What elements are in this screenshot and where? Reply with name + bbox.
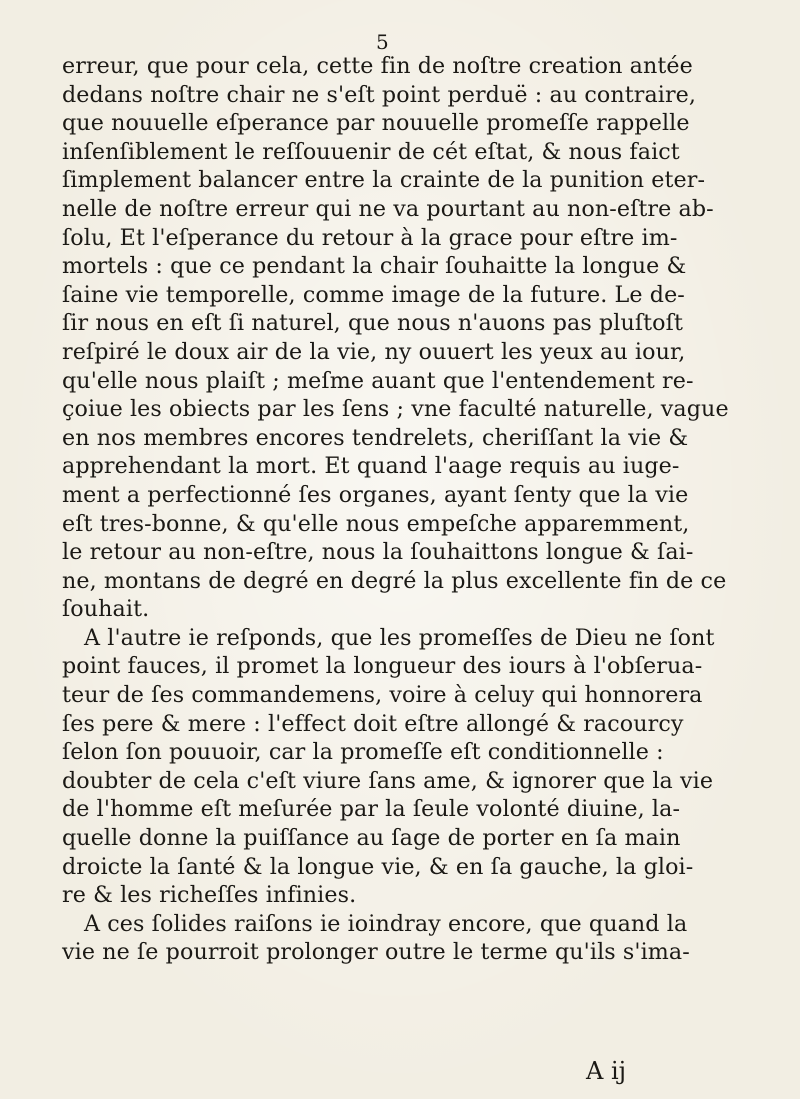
text-line: inſenſiblement le reſſouuenir de cét eſtat, & nous faict bbox=[62, 138, 680, 165]
text-line: de l'homme eſt meſurée par la ſeule volonté diuine, la- bbox=[62, 796, 681, 823]
text-line: quelle donne la puiſſance au ſage de porter en ſa main bbox=[62, 825, 681, 852]
text-line: nelle de noſtre erreur qui ne va pourtant au non-eſtre ab- bbox=[62, 195, 714, 222]
page-number: 5 bbox=[376, 30, 389, 54]
text-line: que nouuelle eſperance par nouuelle promeſſe rappelle bbox=[62, 110, 690, 137]
text-line: droicte la ſanté & la longue vie, & en ſa gauche, la gloi- bbox=[62, 853, 694, 880]
text-line: ſelon ſon pouuoir, car la promeſſe eſt conditionnelle : bbox=[62, 739, 664, 766]
text-line: doubter de cela c'eſt viure ſans ame, & ignorer que la vie bbox=[62, 767, 714, 794]
text-line: ſaine vie temporelle, comme image de la future. Le de- bbox=[62, 281, 685, 308]
text-line: ment a perfectionné ſes organes, ayant ſenty que la vie bbox=[62, 481, 689, 508]
text-line: point fauces, il promet la longueur des iours à l'obſerua- bbox=[62, 653, 703, 680]
text-line: teur de ſes commandemens, voire à celuy qui honnorera bbox=[62, 682, 703, 709]
paragraph-start-line: A l'autre ie reſponds, que les promeſſes de Dieu ne ſont bbox=[84, 624, 715, 651]
text-line: reſpiré le doux air de la vie, ny ouuert les yeux au iour, bbox=[62, 338, 686, 365]
text-line: ſolu, Et l'eſperance du retour à la grace pour eſtre im- bbox=[62, 224, 678, 251]
text-line: en nos membres encores tendrelets, cheriſſant la vie & bbox=[62, 424, 689, 451]
text-line: mortels : que ce pendant la chair ſouhaitte la longue & bbox=[62, 253, 687, 280]
text-line: eſt tres-bonne, & qu'elle nous empeſche apparemment, bbox=[62, 510, 690, 537]
paragraph-start-line: A ces ſolides raiſons ie ioindray encore, que quand la bbox=[84, 910, 688, 937]
text-line: çoiue les obiects par les ſens ; vne faculté naturelle, vague bbox=[62, 396, 729, 423]
text-line: re & les richeſſes infinies. bbox=[62, 882, 357, 909]
text-line: dedans noſtre chair ne s'eſt point perduë : au contraire, bbox=[62, 81, 697, 108]
text-line: ſimplement balancer entre la crainte de la punition eter- bbox=[62, 167, 706, 194]
text-line: ſouhait. bbox=[62, 596, 150, 623]
text-line: ſes pere & mere : l'effect doit eſtre allongé & racourcy bbox=[62, 710, 684, 737]
body-text bbox=[62, 52, 752, 967]
text-line: vie ne ſe pourroit prolonger outre le terme qu'ils s'ima- bbox=[62, 939, 690, 966]
text-line: ſir nous en eſt ſi naturel, que nous n'auons pas pluſtoſt bbox=[62, 310, 683, 337]
text-line: erreur, que pour cela, cette fin de noſtre creation antée bbox=[62, 53, 693, 79]
text-line: qu'elle nous plaiſt ; meſme auant que l'entendement re- bbox=[62, 367, 694, 394]
text-line: le retour au non-eſtre, nous la ſouhaittons longue & ſai- bbox=[62, 539, 694, 566]
text-line: apprehendant la mort. Et quand l'aage requis au iuge- bbox=[62, 453, 680, 480]
signature-mark: A ij bbox=[586, 1057, 627, 1085]
text-line: ne, montans de degré en degré la plus excellente fin de ce bbox=[62, 567, 727, 594]
